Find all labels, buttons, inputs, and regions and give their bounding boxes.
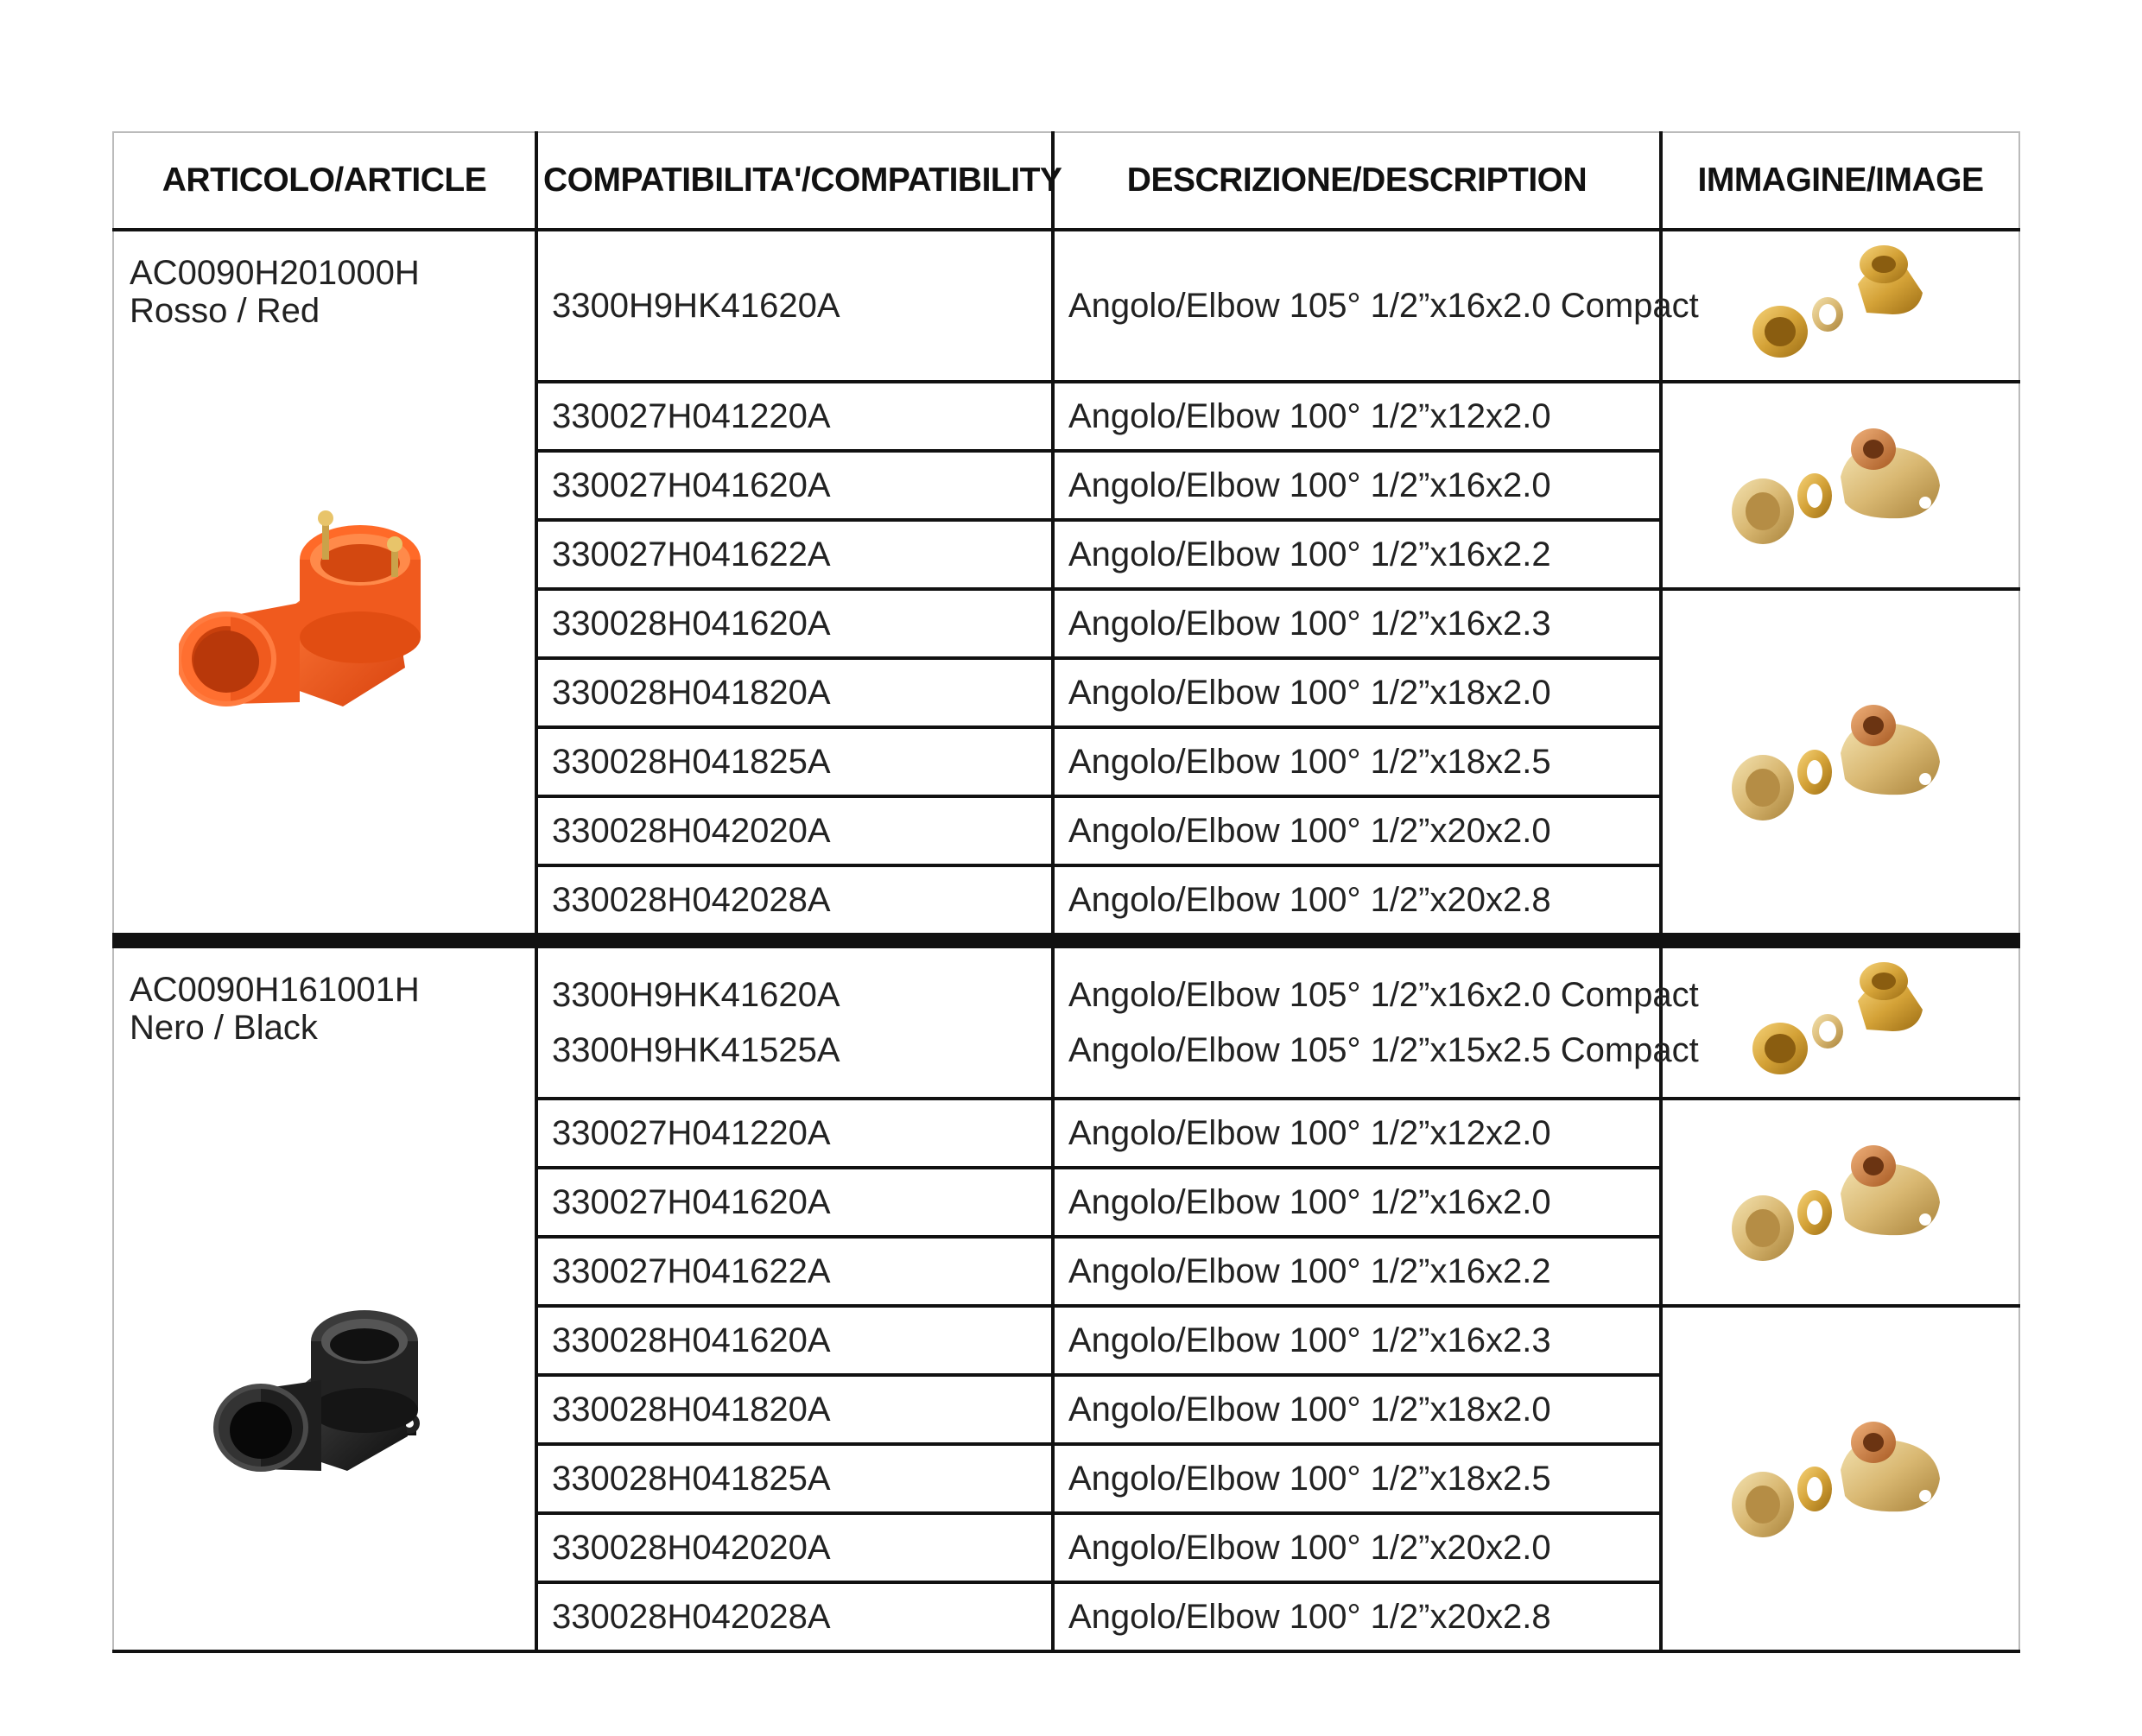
table-header-row (113, 132, 2019, 230)
compat-code: 330028H042028A (536, 865, 1053, 939)
compat-code: 3300H9HK41620A (536, 230, 1053, 382)
brass-elbow-100-image (1728, 684, 1953, 839)
compat-code: 330027H041620A (536, 1168, 1053, 1237)
compat-code: 330028H041620A (536, 1306, 1053, 1375)
header-image: IMMAGINE/IMAGE (1661, 132, 2019, 230)
orange-junction-box-image (179, 508, 429, 732)
table-row (113, 230, 2019, 382)
table-row (113, 947, 2019, 1099)
group-separator (113, 939, 2019, 947)
description: Angolo/Elbow 105° 1/2”x16x2.0 Compact (1068, 976, 1699, 1014)
description: Angolo/Elbow 100° 1/2”x16x2.2 (1053, 520, 1661, 589)
description: Angolo/Elbow 100° 1/2”x18x2.5 (1053, 1444, 1661, 1513)
description: Angolo/Elbow 100° 1/2”x16x2.0 (1053, 1168, 1661, 1237)
compat-code-group (536, 947, 1053, 1099)
compat-code: 330028H041820A (536, 1375, 1053, 1444)
article-code: AC0090H161001H (130, 971, 420, 1009)
description: Angolo/Elbow 105° 1/2”x16x2.0 Compact (1053, 230, 1661, 382)
image-cell (1661, 589, 2019, 939)
image-cell (1661, 1306, 2019, 1651)
compat-code: 330028H042028A (536, 1582, 1053, 1651)
image-cell (1661, 1099, 2019, 1306)
description: Angolo/Elbow 100° 1/2”x12x2.0 (1053, 1099, 1661, 1168)
description: Angolo/Elbow 100° 1/2”x20x2.8 (1053, 865, 1661, 939)
description: Angolo/Elbow 100° 1/2”x12x2.0 (1053, 382, 1661, 451)
image-cell (1661, 382, 2019, 589)
brass-elbow-100-image (1728, 1401, 1953, 1556)
compat-code: 330028H042020A (536, 796, 1053, 865)
description-group (1053, 947, 1699, 1099)
compat-code: 330027H041622A (536, 1237, 1053, 1306)
description: Angolo/Elbow 100° 1/2”x16x2.0 (1053, 451, 1661, 520)
header-compatibility: COMPATIBILITA'/COMPATIBILITY (536, 132, 1053, 230)
description: Angolo/Elbow 100° 1/2”x18x2.0 (1053, 1375, 1661, 1444)
brass-compact-elbow-image (1746, 245, 1936, 366)
image-cell (1661, 947, 2019, 1099)
compat-code: 330028H041825A (536, 1444, 1053, 1513)
description: Angolo/Elbow 100° 1/2”x18x2.5 (1053, 727, 1661, 796)
description: Angolo/Elbow 100° 1/2”x18x2.0 (1053, 658, 1661, 727)
header-description: DESCRIZIONE/DESCRIPTION (1053, 132, 1661, 230)
description: Angolo/Elbow 100° 1/2”x16x2.2 (1053, 1237, 1661, 1306)
header-article: ARTICOLO/ARTICLE (113, 132, 536, 230)
description: Angolo/Elbow 100° 1/2”x16x2.3 (1053, 589, 1661, 658)
compat-code: 330027H041620A (536, 451, 1053, 520)
description: Angolo/Elbow 100° 1/2”x20x2.0 (1053, 796, 1661, 865)
compat-code: 330028H041825A (536, 727, 1053, 796)
compat-code: 3300H9HK41620A (552, 976, 840, 1014)
brass-elbow-100-image (1728, 416, 1953, 554)
description: Angolo/Elbow 105° 1/2”x15x2.5 Compact (1068, 1031, 1699, 1069)
image-cell (1661, 230, 2019, 382)
description: Angolo/Elbow 100° 1/2”x20x2.8 (1053, 1582, 1661, 1651)
compat-code: 330028H041820A (536, 658, 1053, 727)
compatibility-table (112, 131, 2018, 1653)
black-junction-box-image (209, 1294, 434, 1492)
compat-code: 330028H042020A (536, 1513, 1053, 1582)
description: Angolo/Elbow 100° 1/2”x16x2.3 (1053, 1306, 1661, 1375)
description: Angolo/Elbow 100° 1/2”x20x2.0 (1053, 1513, 1661, 1582)
article-cell-red (113, 230, 536, 939)
article-code: AC0090H201000H (130, 254, 420, 292)
compat-code: 330027H041220A (536, 1099, 1053, 1168)
compat-code: 330027H041220A (536, 382, 1053, 451)
compat-code: 330027H041622A (536, 520, 1053, 589)
article-cell-black (113, 947, 536, 1651)
compat-code: 330028H041620A (536, 589, 1053, 658)
article-color: Nero / Black (130, 1009, 318, 1047)
brass-elbow-100-image (1728, 1133, 1953, 1271)
brass-compact-elbow-image (1746, 962, 1936, 1083)
compat-code: 3300H9HK41525A (552, 1031, 840, 1069)
article-color: Rosso / Red (130, 292, 320, 330)
